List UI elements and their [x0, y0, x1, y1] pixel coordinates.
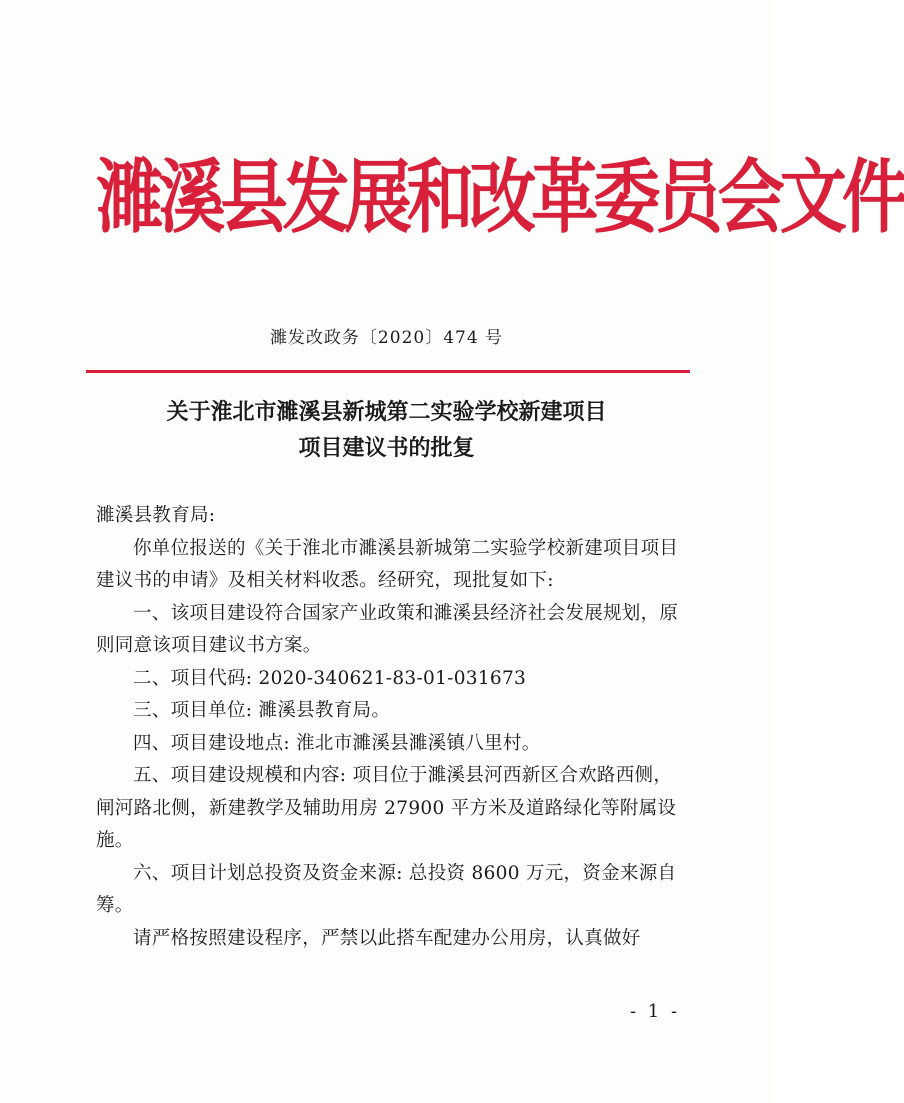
- page-number: - 1 -: [629, 1001, 681, 1022]
- document-body: [96, 500, 690, 955]
- paragraph-item-3: 三、项目单位: 濉溪县教育局。: [133, 700, 391, 721]
- paragraph-item-2: 二、项目代码: 2020-340621-83-01-031673: [133, 667, 527, 689]
- paragraph-item-5: 五、项目建设规模和内容: 项目位于濉溪县河西新区合欢路西侧，闸河路北侧，新建教学及辅助用房 27900 平方米及道路绿化等附属设施。: [96, 765, 677, 851]
- paragraph-item-1: 一、该项目建设符合国家产业政策和濉溪县经济社会发展规划，原则同意该项目建议书方案。: [96, 602, 679, 656]
- salutation: 濉溪县教育局:: [96, 505, 216, 526]
- paragraph-closing: 请严格按照建设程序，严禁以此搭车配建办公用房，认真做好: [133, 927, 641, 949]
- title-line-1: 关于淮北市濉溪县新城第二实验学校新建项目: [166, 399, 607, 425]
- paragraph-intro: 你单位报送的《关于淮北市濉溪县新城第二实验学校新建项目项目建议书的申请》及相关材料收悉。经研究，现批复如下:: [96, 537, 679, 591]
- paragraph-item-4: 四、项目建设地点: 淮北市濉溪县濉溪镇八里村。: [133, 732, 541, 754]
- red-divider-line: [86, 370, 690, 373]
- document-title: [80, 394, 693, 466]
- paragraph-item-6: 六、项目计划总投资及资金来源: 总投资 8600 万元，资金来源自筹。: [96, 862, 677, 916]
- title-line-2: 项目建议书的批复: [298, 435, 475, 461]
- letterhead-title: 濉溪县发展和改革委员会文件: [96, 151, 904, 244]
- document-number: 濉发改政务〔2020〕474 号: [269, 328, 504, 348]
